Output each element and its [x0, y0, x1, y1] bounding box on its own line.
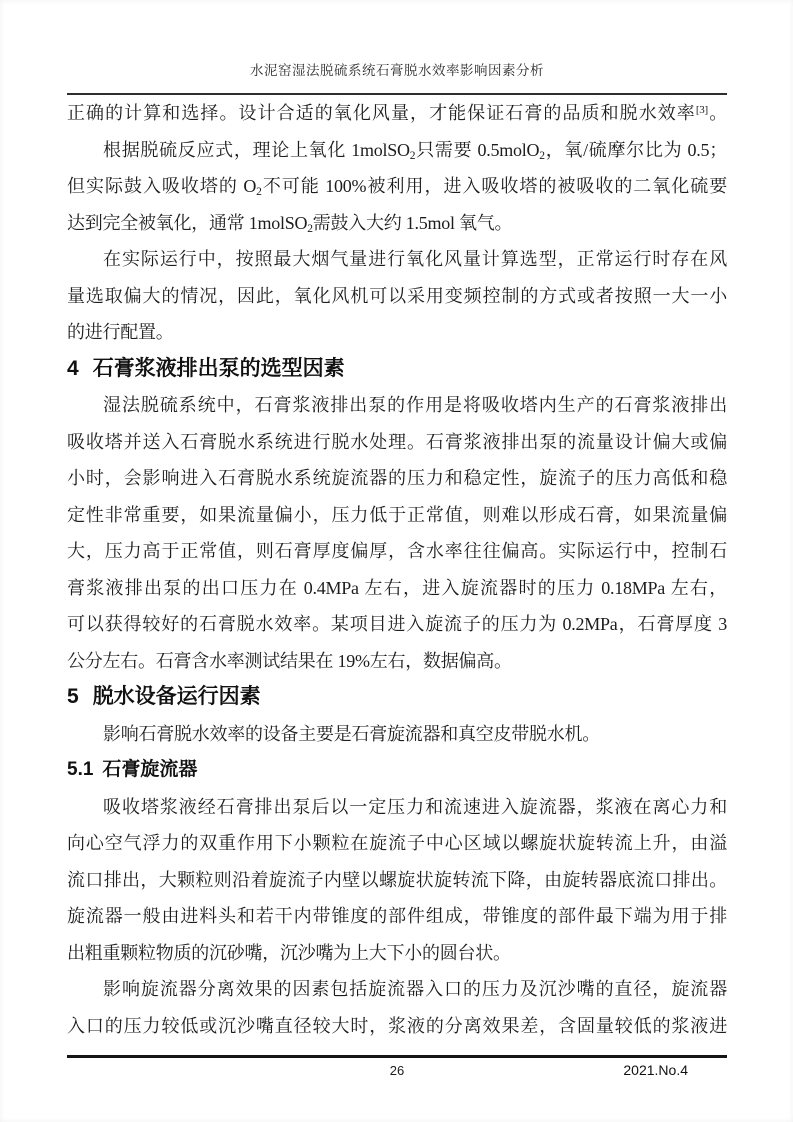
heading-title: 石膏浆液排出泵的选型因素	[92, 356, 345, 380]
text-line	[67, 241, 727, 278]
footer-row	[67, 1062, 727, 1080]
text-line	[67, 825, 727, 862]
text-line	[67, 789, 727, 826]
text-segment: 根据脱硫反应式，理论上氧化 1molSO	[103, 139, 410, 160]
heading-number: 5	[67, 685, 79, 708]
text-line	[67, 132, 727, 169]
page-number: 26	[389, 1063, 405, 1078]
issue-label: 2021.No.4	[623, 1062, 688, 1078]
text-line	[67, 278, 727, 315]
text-line	[67, 716, 727, 753]
text-segment: 但实际鼓入吸收塔的 O	[67, 176, 257, 196]
text-segment: 在实际运行中，按照最大烟气量进行氧化风量计算选型，正常运行时存在风	[103, 249, 727, 269]
text-line	[67, 497, 727, 534]
text-line	[67, 971, 727, 1008]
heading-number: 5.1	[67, 759, 94, 780]
text-segment: 的进行配置。	[67, 322, 174, 342]
running-head-title: 水泥窑湿法脱硫系统石膏脱水效率影响因素分析	[250, 63, 544, 78]
text-segment: 。	[707, 103, 727, 123]
text-segment: 流口排出，大颗粒则沿着旋流子内壁以螺旋状旋转流下降，由旋转器底流口排出。	[67, 869, 727, 890]
text-segment: 公分左右。石膏含水率测试结果在 19%左右，数据偏高。	[67, 650, 512, 671]
sub-segment: 2	[409, 149, 416, 162]
text-segment: ，氧/硫摩尔比为 0.5；	[544, 139, 727, 160]
sup-segment: [3]	[695, 104, 708, 116]
heading-title: 石膏旋流器	[102, 759, 198, 780]
text-segment: 可以获得较好的石膏脱水效率。某项目进入旋流子的压力为 0.2MPa，石膏厚度 3	[67, 614, 727, 634]
section-heading-5	[67, 679, 727, 716]
text-segment: 影响旋流器分离效果的因素包括旋流器入口的压力及沉沙嘴的直径，旋流器	[103, 979, 727, 999]
text-segment: 大，压力高于正常值，则石膏厚度偏厚，含水率往往偏高。实际运行中，控制石	[67, 541, 727, 561]
text-line	[67, 205, 727, 242]
text-line	[67, 314, 727, 351]
text-segment: 定性非常重要，如果流量偏小，压力低于正常值，则难以形成石膏，如果流量偏	[67, 504, 727, 525]
text-segment: 膏浆液排出泵的出口压力在 0.4MPa 左右，进入旋流器时的压力 0.18MPa 左右，	[67, 577, 727, 598]
section-heading-5.1	[67, 752, 727, 789]
text-segment: 吸收塔浆液经石膏排出泵后以一定压力和流速进入旋流器，浆液在离心力和	[103, 796, 727, 817]
text-segment: 达到完全被氧化，通常 1molSO	[67, 212, 308, 233]
footer-rule	[67, 1055, 727, 1058]
text-line	[67, 533, 727, 570]
text-segment: 影响石膏脱水效率的设备主要是石膏旋流器和真空皮带脱水机。	[103, 723, 600, 744]
text-segment: 旋流器一般由进料头和若干内带锥度的部件组成，带锥度的部件最下端为用于排	[67, 906, 727, 926]
page-header	[0, 0, 793, 95]
text-segment: 只需要 0.5molO	[415, 139, 540, 160]
text-segment: 量选取偏大的情况，因此，氧化风机可以采用变频控制的方式或者按照一大一小	[67, 285, 727, 306]
text-line	[67, 460, 727, 497]
text-segment: 出粗重颗粒物质的沉砂嘴，沉沙嘴为上大下小的圆台状。	[67, 942, 511, 963]
heading-title: 脱水设备运行因素	[92, 685, 261, 708]
text-segment: 吸收塔并送入石膏脱水系统进行脱水处理。石膏浆液排出泵的流量设计偏大或偏	[67, 431, 727, 452]
text-line	[67, 1008, 727, 1045]
text-line	[67, 935, 727, 972]
text-line	[67, 424, 727, 461]
text-line	[67, 168, 727, 205]
text-segment: 需鼓入大约 1.5mol 氧气。	[312, 212, 513, 233]
text-line	[67, 898, 727, 935]
text-segment: 湿法脱硫系统中，石膏浆液排出泵的作用是将吸收塔内生产的石膏浆液排出	[103, 395, 727, 415]
text-line	[67, 387, 727, 424]
text-line	[67, 95, 727, 132]
text-segment: 正确的计算和选择。设计合适的氧化风量，才能保证石膏的品质和脱水效率	[67, 103, 696, 123]
section-heading-4	[67, 351, 727, 388]
sub-segment: 2	[256, 186, 262, 198]
document-body	[0, 95, 793, 1044]
text-segment: 向心空气浮力的双重作用下小颗粒在旋流子中心区域以螺旋状旋转流上升，由溢	[67, 833, 727, 853]
text-line	[67, 606, 727, 643]
text-line	[67, 862, 727, 899]
text-line	[67, 643, 727, 680]
sub-segment: 2	[539, 149, 545, 162]
sub-segment: 2	[307, 222, 313, 235]
text-segment: 入口的压力较低或沉沙嘴直径较大时，浆液的分离效果差，含固量较低的浆液进	[67, 1015, 727, 1036]
text-line	[67, 570, 727, 607]
text-segment: 小时，会影响进入石膏脱水系统旋流器的压力和稳定性，旋流子的压力高低和稳	[67, 468, 727, 488]
heading-number: 4	[67, 356, 79, 380]
page-footer	[0, 1055, 793, 1080]
text-segment: 不可能 100%被利用，进入吸收塔的被吸收的二氧化硫要	[261, 176, 727, 196]
